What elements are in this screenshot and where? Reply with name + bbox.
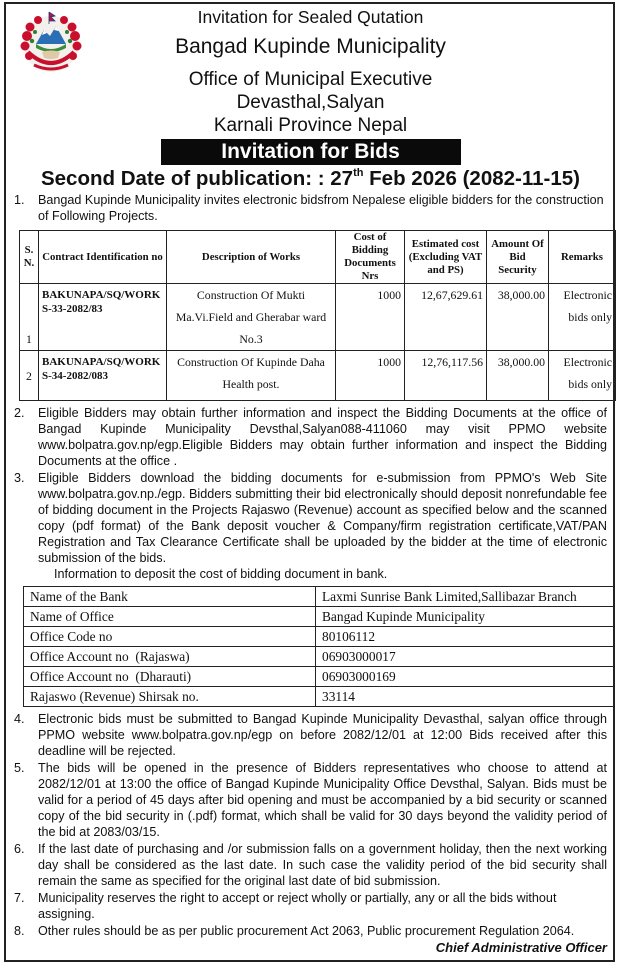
cell-description: Construction Of Mukti Ma.Vi.Field and Gherabar ward No.3 xyxy=(167,284,336,351)
cell-remarks: Electronic bids only xyxy=(549,351,616,401)
table-row xyxy=(24,667,615,687)
bank-label: Office Code no xyxy=(24,627,316,647)
cell-estimated-cost: 12,67,629.61 xyxy=(405,284,487,351)
header-estimated-cost: Estimated cost (Excluding VAT and PS) xyxy=(405,231,487,284)
cell-contract-id: BAKUNAPA/SQ/WORKS-33-2082/83 xyxy=(39,284,167,351)
bank-details-table xyxy=(23,586,615,707)
clause-number: 3. xyxy=(14,471,25,485)
bank-value: Bangad Kupinde Municipality xyxy=(316,607,615,627)
clause-7 xyxy=(14,890,607,922)
clause-text: Municipality reserves the right to accept or reject wholly or partially, any or all the bids without assigning. xyxy=(38,891,557,921)
bank-value: 33114 xyxy=(316,687,615,707)
table-row xyxy=(20,351,616,401)
works-table-header-row xyxy=(20,231,616,284)
works-table xyxy=(19,230,616,401)
header-doc-cost: Cost of Bidding Documents Nrs xyxy=(336,231,405,284)
bank-value: 06903000169 xyxy=(316,667,615,687)
clause-text: Other rules should be as per public procurement Act 2063, Public procurement Regulation 2064. xyxy=(38,924,575,938)
signatory-title: Chief Administrative Officer xyxy=(435,940,607,955)
bank-label: Rajaswo (Revenue) Shirsak no. xyxy=(24,687,316,707)
bank-label: Office Account no (Dharauti) xyxy=(24,667,316,687)
clause-8 xyxy=(14,923,607,939)
clause-number: 5. xyxy=(14,761,25,775)
header-sn: S. N. xyxy=(20,231,39,284)
publication-date xyxy=(14,167,607,191)
table-row xyxy=(20,284,616,351)
clause-number: 6. xyxy=(14,842,25,856)
cell-bid-security: 38,000.00 xyxy=(487,351,549,401)
table-row xyxy=(24,607,615,627)
province-name: Karnali Province Nepal xyxy=(213,115,408,136)
clause-5 xyxy=(14,760,607,840)
bank-label: Office Account no (Rajaswa) xyxy=(24,647,316,667)
clause-number: 4. xyxy=(14,712,25,726)
publication-date-ordinal: th xyxy=(353,167,364,179)
clause-4 xyxy=(14,711,607,759)
bank-info-note: Information to deposit the cost of bidding document in bank. xyxy=(54,567,388,581)
cell-contract-id: BAKUNAPA/SQ/WORKS-34-2082/083 xyxy=(39,351,167,401)
table-row xyxy=(24,647,615,667)
bank-value: Laxmi Sunrise Bank Limited,Sallibazar Branch xyxy=(316,587,615,607)
cell-description: Construction Of Kupinde Daha Health post. xyxy=(167,351,336,401)
clause-3 xyxy=(14,470,607,582)
publication-date-prefix: Second Date of publication: : 27 xyxy=(40,167,354,190)
cell-doc-cost: 1000 xyxy=(336,351,405,401)
header-contract-id: Contract Identification no xyxy=(39,231,167,284)
bank-value: 80106112 xyxy=(316,627,615,647)
publication-date-rest: Feb 2026 (2082-11-15) xyxy=(363,167,580,190)
clause-6 xyxy=(14,841,607,889)
clause-text: Eligible Bidders download the bidding documents for e-submission from PPMO's Web Site www.bolpatra.gov.np./egp. Bidders submitting their bid electronically should deposit nonrefundable fee of bidding document in the Projects Rajaswo (Revenue) account as specified below and the scanned copy (pdf format) of the Bank deposit voucher & Company/firm registration certificate,VAT/PAN Registration and Tax Clearance Certificate shall be uploaded by the bidder at the time of electronic submission of the bids. xyxy=(38,471,607,565)
clause-text: Electronic bids must be submitted to Bangad Kupinde Municipality Devasthal, salyan office through PPMO website www.bolpatra.gov.np/egp on before 2082/12/01 at 12:00 Bids received after this deadline will be rejected. xyxy=(38,712,607,758)
cell-remarks: Electronic bids only xyxy=(549,284,616,351)
office-name: Office of Municipal Executive xyxy=(188,69,433,90)
clause-text: Eligible Bidders may obtain further information and inspect the Bidding Documents at the office of Bangad Kupinde Municipality Devsthal,Salyan088-411060 may visit PPMO website www.bolpatra.gov.np/egp.Eligible Bidders may obtain further information and inspect the Bidding Documents at the office . xyxy=(38,406,607,468)
bank-label: Name of the Bank xyxy=(24,587,316,607)
table-row xyxy=(24,587,615,607)
notice-subtitle: Invitation for Sealed Qutation xyxy=(197,7,424,27)
cell-estimated-cost: 12,76,117.56 xyxy=(405,351,487,401)
bank-label: Name of Office xyxy=(24,607,316,627)
clause-text: The bids will be opened in the presence of Bidders representatives who choose to attend at 2082/12/01 at 13:00 the office of Bangad Kupinde Municipality Office Devsthal, Salyan. Bids must be valid for a period of 45 days after bid opening and must be accompanied by a bid security or scanned copy of the bid security in (.pdf) format, which shall be valid for 30 days beyond the validity period of the bid at 2083/03/15. xyxy=(38,761,607,839)
nepal-government-emblem-icon xyxy=(16,8,86,76)
table-row xyxy=(24,687,615,707)
header-bid-security: Amount Of Bid Security xyxy=(487,231,549,284)
clause-text: Bangad Kupinde Municipality invites electronic bidsfrom Nepalese eligible bidders for the construction of Following Projects. xyxy=(38,193,604,223)
cell-bid-security: 38,000.00 xyxy=(487,284,549,351)
header-description: Description of Works xyxy=(167,231,336,284)
invitation-banner-wrap xyxy=(14,139,607,165)
clause-2 xyxy=(14,405,607,469)
cell-sn: 2 xyxy=(20,351,39,401)
clause-number: 7. xyxy=(14,891,25,905)
office-location: Devasthal,Salyan xyxy=(236,92,385,113)
invitation-banner: Invitation for Bids xyxy=(161,139,461,165)
clause-number: 2. xyxy=(14,406,25,420)
notice-frame xyxy=(4,2,615,962)
clause-number: 8. xyxy=(14,924,25,938)
municipality-name: Bangad Kupinde Municipality xyxy=(175,35,446,58)
header-remarks: Remarks xyxy=(549,231,616,284)
clause-1 xyxy=(14,192,607,224)
clause-number: 1. xyxy=(14,193,25,207)
cell-sn: 1 xyxy=(20,284,39,351)
bank-value: 06903000017 xyxy=(316,647,615,667)
clause-text: If the last date of purchasing and /or submission falls on a government holiday, then the next working day shall be considered as the last date. In such case the validity period of the bid security shall remain the same as specified for the original last date of bid submission. xyxy=(38,842,607,888)
cell-doc-cost: 1000 xyxy=(336,284,405,351)
notice-header xyxy=(14,4,607,191)
table-row xyxy=(24,627,615,647)
